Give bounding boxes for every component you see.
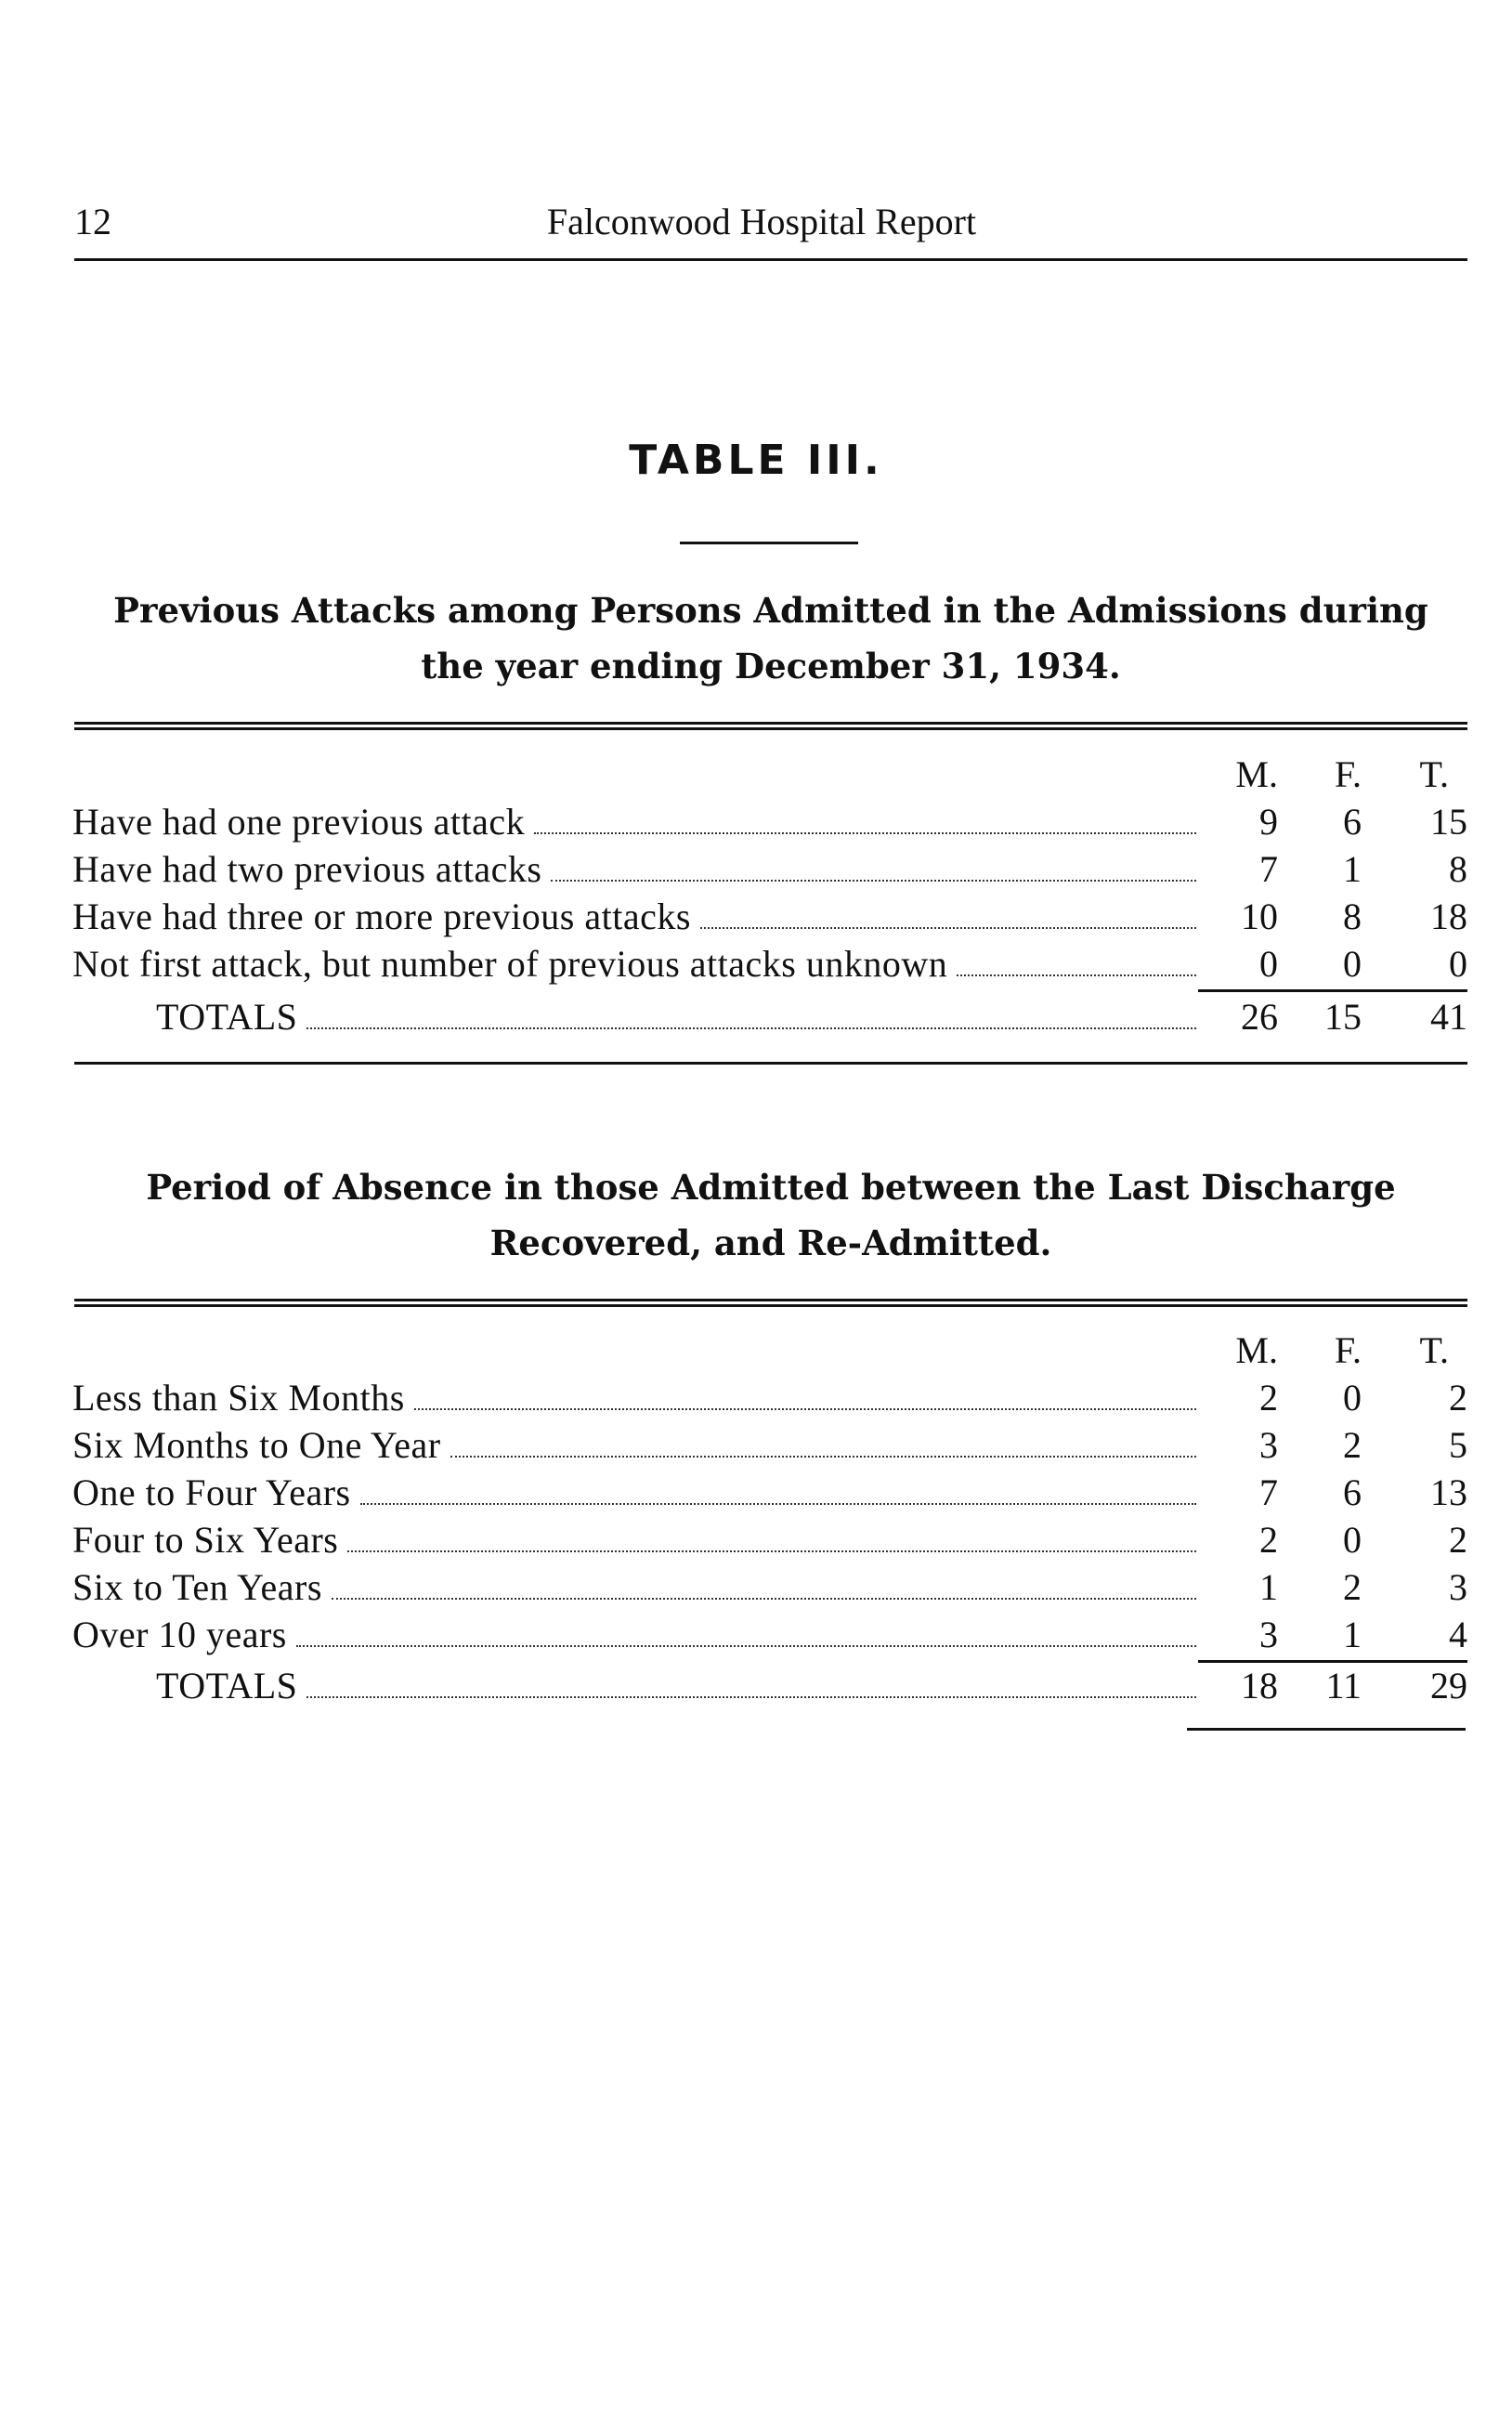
column-header-total: T. [1419,753,1449,795]
section1-caption [74,582,1467,694]
female-count: 1 [1343,848,1362,890]
row-label: Have had three or more previous attacks [72,896,691,937]
row-label: Less than Six Months [72,1377,405,1419]
total-count: 2 [1449,1519,1467,1561]
female-count: 8 [1343,896,1362,937]
male-total: 18 [1241,1665,1278,1706]
dot-leader [347,1550,1196,1552]
male-count: 2 [1259,1377,1278,1419]
total-count: 2 [1449,1377,1467,1419]
table-row [72,1469,1467,1516]
section1-top-rule [74,722,1467,730]
dot-leader [306,1696,1196,1698]
section2-bottom-rule [1187,1728,1466,1731]
section1-caption-line2: the year ending December 31, 1934. [421,646,1121,686]
totals-row [72,993,1467,1040]
male-count: 10 [1241,896,1278,937]
table-row [72,1611,1467,1658]
female-count: 2 [1343,1566,1362,1608]
column-header-male: M. [1235,1329,1278,1371]
total-count: 13 [1430,1471,1467,1513]
table-row [72,1421,1467,1469]
dot-leader [332,1598,1196,1600]
row-label: Six Months to One Year [72,1424,441,1466]
absence-period-table [72,1327,1467,1709]
section1-bottom-rule [74,1062,1467,1065]
total-count: 0 [1449,943,1467,985]
heading-divider [680,542,858,544]
dot-leader [360,1503,1196,1505]
table-row [72,940,1467,987]
male-count: 7 [1259,1471,1278,1513]
row-label: Six to Ten Years [72,1566,322,1608]
section2-caption-line1: Period of Absence in those Admitted between the Last Discharge [146,1167,1396,1208]
totals-label: TOTALS [156,1665,298,1706]
table-row [72,798,1467,845]
dot-leader [551,880,1196,882]
dot-leader [957,974,1196,976]
table-heading: TABLE III. [629,437,883,484]
column-header-female: F. [1334,753,1362,795]
female-count: 6 [1343,1471,1362,1513]
table-row [72,1516,1467,1563]
running-title: Falconwood Hospital Report [546,201,977,242]
dot-leader [534,832,1196,834]
male-count: 3 [1259,1614,1278,1655]
table-row [72,1563,1467,1611]
male-count: 9 [1259,801,1278,843]
column-header-row [72,751,1467,798]
row-label: Have had one previous attack [72,801,526,843]
dot-leader [296,1645,1196,1647]
section2-caption-line2: Recovered, and Re-Admitted. [489,1223,1052,1263]
male-count: 2 [1259,1519,1278,1561]
section2-caption [74,1159,1467,1271]
female-count: 6 [1343,801,1362,843]
column-header-total: T. [1419,1329,1449,1371]
female-count: 0 [1343,943,1362,985]
sum-rule [1198,1660,1467,1663]
total-count: 3 [1449,1566,1467,1608]
section1-caption-line1: Previous Attacks among Persons Admitted in the Admissions during [113,590,1428,631]
previous-attacks-table [72,751,1467,1040]
total-count: 15 [1430,801,1467,843]
row-label: Have had two previous attacks [72,848,542,890]
male-count: 7 [1259,848,1278,890]
female-total: 15 [1324,996,1362,1038]
dot-leader [306,1027,1196,1029]
female-count: 0 [1343,1519,1362,1561]
table-row [72,1374,1467,1421]
totals-label: TOTALS [156,996,298,1038]
column-header-male: M. [1235,753,1278,795]
row-label: Over 10 years [72,1614,287,1655]
female-total: 11 [1325,1665,1362,1706]
row-label: Not first attack, but number of previous attacks unknown [72,943,948,985]
row-label: One to Four Years [72,1471,351,1513]
grand-total: 41 [1430,996,1467,1038]
column-header-row [72,1327,1467,1374]
table-row [72,893,1467,940]
totals-row [72,1662,1467,1709]
table-row [72,845,1467,893]
female-count: 1 [1343,1614,1362,1655]
dot-leader [450,1456,1196,1458]
sum-rule [1198,989,1467,992]
section2-top-rule [74,1299,1467,1307]
column-header-female: F. [1334,1329,1362,1371]
total-count: 4 [1449,1614,1467,1655]
total-count: 8 [1449,848,1467,890]
total-count: 18 [1430,896,1467,937]
dot-leader [414,1408,1196,1410]
male-count: 3 [1259,1424,1278,1466]
male-count: 0 [1259,943,1278,985]
total-count: 5 [1449,1424,1467,1466]
dot-leader [700,927,1196,929]
male-count: 1 [1259,1566,1278,1608]
female-count: 2 [1343,1424,1362,1466]
header-rule [74,258,1467,261]
female-count: 0 [1343,1377,1362,1419]
grand-total: 29 [1430,1665,1467,1706]
row-label: Four to Six Years [72,1519,339,1561]
male-total: 26 [1241,996,1278,1038]
page-number: 12 [74,201,111,242]
